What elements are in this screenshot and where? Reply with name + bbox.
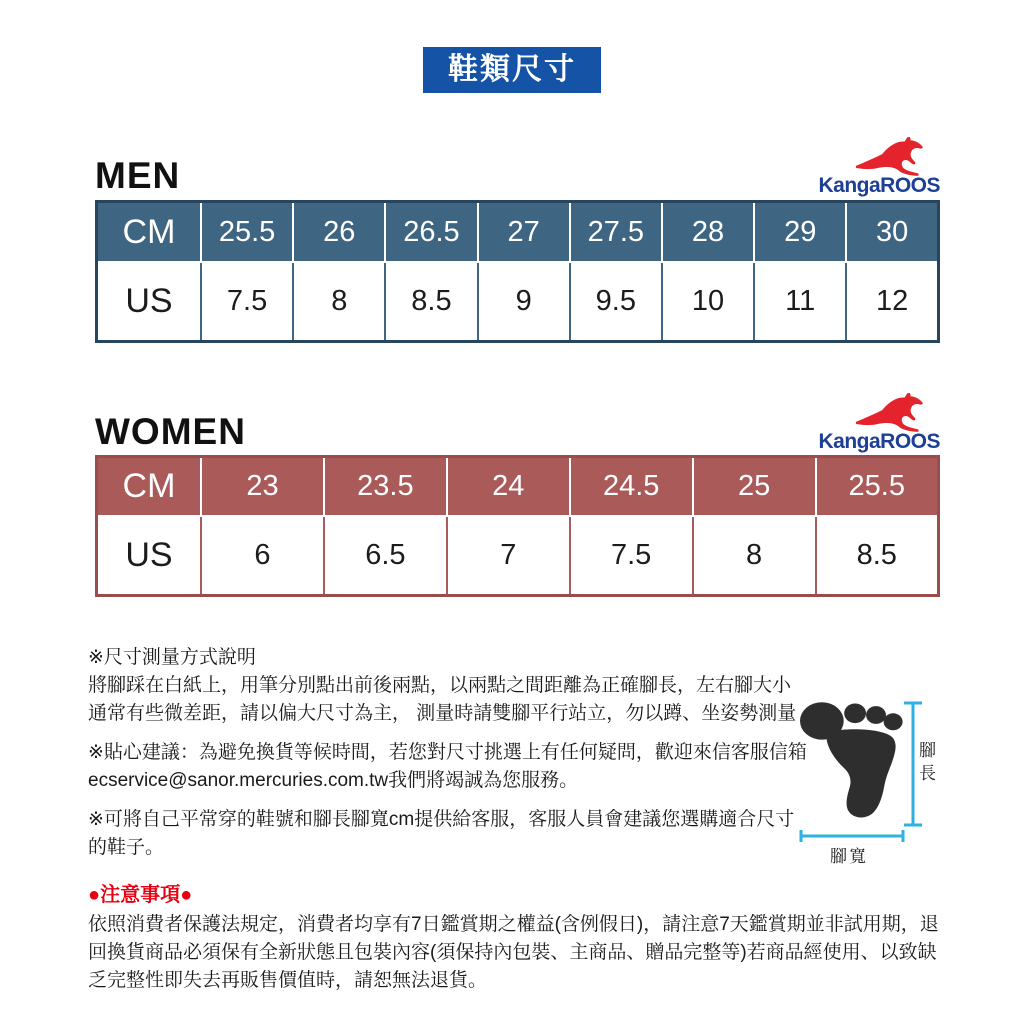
men-heading: MEN xyxy=(95,155,181,196)
men-us-row xyxy=(97,262,939,342)
women-heading: WOMEN xyxy=(95,411,246,452)
warning-body: 依照消費者保護法規定，消費者均享有7日鑑賞期之權益(含例假日)，請注意7天鑑賞期並非試用期，退回換貨商品必須保有全新狀態且包裝內容(須保持內包裝、主商品、贈品完整等)若商品經使用、以致缺乏完整性即失去再販售價值時，請恕無法退貨。 xyxy=(88,914,939,991)
size-value-cell: 7 xyxy=(447,516,570,596)
women-section-header xyxy=(95,390,940,452)
warning-heading: ●注意事項● xyxy=(88,884,193,906)
foot-width-label: 腳寬 xyxy=(830,847,868,866)
men-size-table xyxy=(95,200,940,343)
row-label-cell: CM xyxy=(97,202,202,263)
men-section-header xyxy=(95,136,940,196)
foot-length-label: 腳長 xyxy=(916,741,935,787)
size-value-cell: 23 xyxy=(201,457,324,517)
size-value-cell: 11 xyxy=(754,262,846,342)
size-value-cell: 10 xyxy=(662,262,754,342)
size-value-cell: 26.5 xyxy=(385,202,477,263)
women-cm-row xyxy=(97,457,939,517)
kangaroos-logo-text: KangaROOS xyxy=(818,430,940,453)
measure-method-heading: ※尺寸測量方式說明 xyxy=(88,647,256,668)
row-label-cell: CM xyxy=(97,457,202,517)
kangaroos-logo-text: KangaROOS xyxy=(818,174,940,197)
size-value-cell: 27.5 xyxy=(570,202,662,263)
size-value-cell: 27 xyxy=(478,202,570,263)
men-cm-row xyxy=(97,202,939,263)
measure-method-body: 將腳踩在白紙上，用筆分別點出前後兩點，以兩點之間距離為正確腳長，左右腳大小通常有些微差距，請以偏大尺寸為主， 測量時請雙腳平行站立，勿以蹲、坐姿勢測量 xyxy=(88,675,797,724)
women-us-row xyxy=(97,516,939,596)
foot-measure-diagram xyxy=(793,695,988,885)
size-value-cell: 9.5 xyxy=(570,262,662,342)
size-value-cell: 25 xyxy=(693,457,816,517)
size-value-cell: 8 xyxy=(693,516,816,596)
page-title: 鞋類尺寸 xyxy=(423,47,601,93)
size-value-cell: 23.5 xyxy=(324,457,447,517)
row-label-cell: US xyxy=(97,262,202,342)
service-tip: ※貼心建議：為避免換貨等候時間，若您對尺寸挑選上有任何疑問，歡迎來信客服信箱ecservice@sanor.mercuries.com.tw我們將竭誠為您服務。 xyxy=(88,742,807,791)
row-label-cell: US xyxy=(97,516,202,596)
size-value-cell: 8 xyxy=(293,262,385,342)
kangaroo-icon xyxy=(848,393,940,435)
size-value-cell: 8.5 xyxy=(816,516,939,596)
size-value-cell: 26 xyxy=(293,202,385,263)
size-value-cell: 8.5 xyxy=(385,262,477,342)
size-value-cell: 28 xyxy=(662,202,754,263)
size-advice: ※可將自己平常穿的鞋號和腳長腳寬cm提供給客服，客服人員會建議您選購適合尺寸的鞋子。 xyxy=(88,809,795,858)
size-value-cell: 29 xyxy=(754,202,846,263)
size-value-cell: 12 xyxy=(846,262,938,342)
size-value-cell: 6 xyxy=(201,516,324,596)
size-value-cell: 25.5 xyxy=(816,457,939,517)
size-value-cell: 24 xyxy=(447,457,570,517)
size-value-cell: 25.5 xyxy=(201,202,293,263)
size-value-cell: 9 xyxy=(478,262,570,342)
kangaroos-logo xyxy=(818,393,940,452)
size-value-cell: 24.5 xyxy=(570,457,693,517)
size-value-cell: 7.5 xyxy=(570,516,693,596)
women-size-table xyxy=(95,455,940,597)
size-value-cell: 7.5 xyxy=(201,262,293,342)
kangaroo-icon xyxy=(848,137,940,179)
size-value-cell: 30 xyxy=(846,202,938,263)
kangaroos-logo xyxy=(818,137,940,196)
size-value-cell: 6.5 xyxy=(324,516,447,596)
